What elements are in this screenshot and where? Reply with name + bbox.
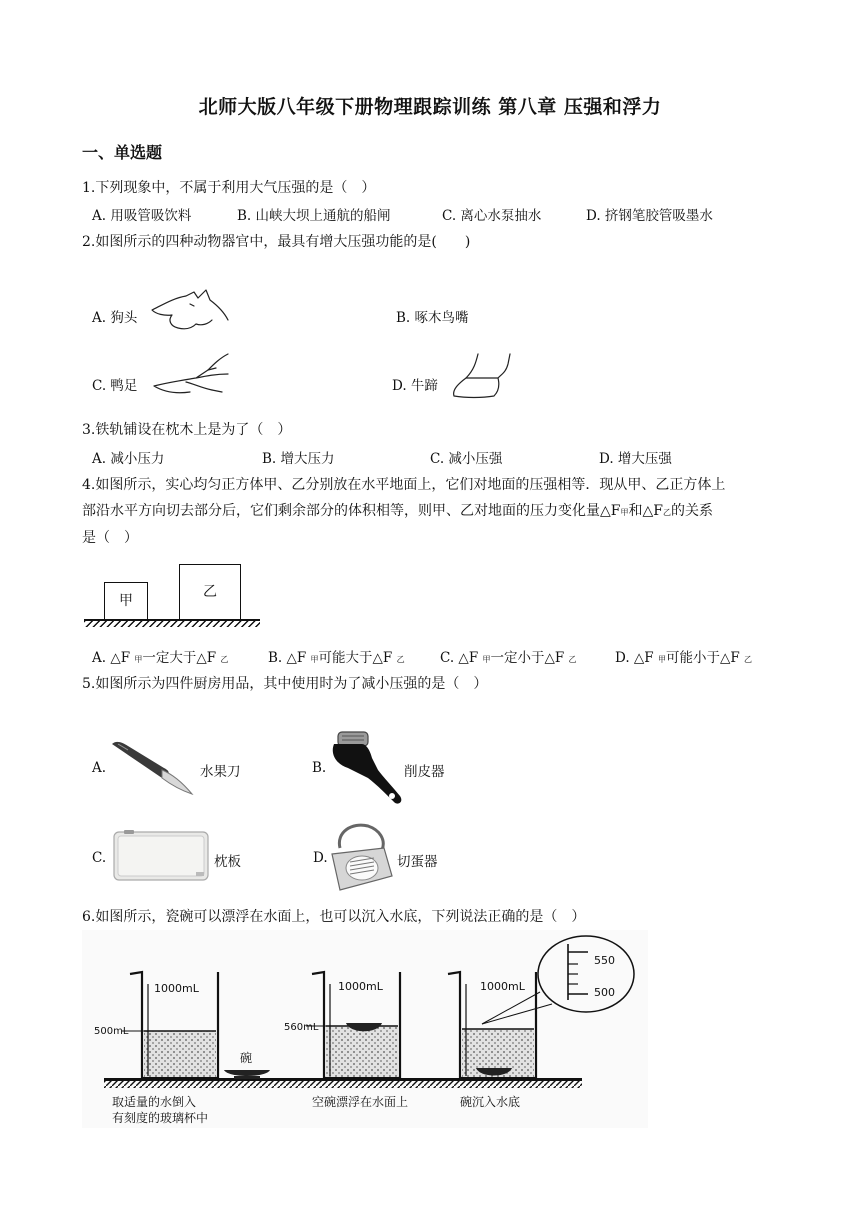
q3-option-b[interactable]: B. 增大压力 [262,451,335,467]
page-title: 北师大版八年级下册物理跟踪训练 第八章 压强和浮力 [198,96,662,118]
q5-fruit-knife-label: 水果刀 [200,764,241,780]
question-3-stem: 3.铁轨铺设在枕木上是为了（ ） [82,422,292,438]
zoom-mark-550: 550 [594,954,615,967]
q5-option-a-letter[interactable]: A. [92,760,107,776]
question-4-stem-line-1: 4.如图所示，实心均匀正方体甲、乙分别放在水平地面上，它们对地面的压强相等．现从甲、乙正方体上 [82,477,726,493]
cube-jia-label: 甲 [119,593,133,609]
q3-option-c[interactable]: C. 减小压强 [430,451,503,467]
q1-option-b[interactable]: B. 山峡大坝上通航的船闸 [237,208,391,224]
q1-option-d[interactable]: D. 挤钢笔胶管吸墨水 [586,208,713,224]
q2-option-c[interactable]: C. 鸭足 [92,378,138,394]
q2-option-a[interactable]: A. 狗头 [92,310,138,326]
q4-option-c[interactable]: C. △F 甲一定小于△F 乙 [440,650,577,666]
duck-foot-drawing [150,352,235,397]
q4-option-b[interactable]: B. △F 甲可能大于△F 乙 [268,650,405,666]
q3-option-d[interactable]: D. 增大压强 [599,451,672,467]
q5-option-d-letter[interactable]: D. [313,850,328,866]
q5-egg-slicer-label: 切蛋器 [397,854,438,870]
zoom-mark-500: 500 [594,986,615,999]
q5-cutting-board-label: 枕板 [214,854,241,870]
question-4-stem-line-3: 是（ ） [82,530,138,546]
beaker-1-mark: 500mL [94,1026,129,1037]
beaker-experiment-figure [82,930,648,1128]
q4-option-a[interactable]: A. △F 甲一定大于△F 乙 [92,650,229,666]
q2-option-b[interactable]: B. 啄木鸟嘴 [396,310,469,326]
cube-yi [179,564,241,620]
question-6-stem: 6.如图所示，瓷碗可以漂浮在水面上，也可以沉入水底，下列说法正确的是（ ） [82,909,586,925]
question-4-stem-line-2: 部沿水平方向切去部分后，它们剩余部分的体积相等，则甲、乙对地面的压力变化量△F甲和△F乙的关系 [82,503,713,519]
dog-head-drawing [150,288,230,333]
cube-yi-label: 乙 [203,584,217,600]
q5-option-b-letter[interactable]: B. [312,760,327,776]
caption-step-1-line-2: 有刻度的玻璃杯中 [112,1111,209,1125]
fruit-knife-image [108,738,198,800]
q5-option-c-letter[interactable]: C. [92,850,107,866]
caption-step-2: 空碗漂浮在水面上 [312,1095,409,1109]
q2-option-d[interactable]: D. 牛蹄 [392,378,438,394]
ground-hatch [84,621,260,627]
cutting-board-image [112,828,210,884]
bowl-label: 碗 [240,1051,253,1065]
q3-option-a[interactable]: A. 减小压力 [92,451,165,467]
peeler-image [328,728,406,808]
question-1-stem: 1.下列现象中，不属于利用大气压强的是（ ） [82,180,376,196]
q1-option-c[interactable]: C. 离心水泵抽水 [442,208,542,224]
caption-step-3: 碗沉入水底 [460,1095,521,1109]
egg-slicer-image [326,818,396,894]
question-5-stem: 5.如图所示为四件厨房用品，其中使用时为了减小压强的是（ ） [82,676,488,692]
beaker-3-capacity: 1000mL [480,980,525,993]
caption-step-1-line-1: 取适量的水倒入 [112,1095,197,1109]
beaker-2-capacity: 1000mL [338,980,383,993]
cube-jia [104,582,148,620]
question-2-stem: 2.如图所示的四种动物器官中，最具有增大压强功能的是( ) [82,234,471,250]
q5-peeler-label: 削皮器 [404,764,445,780]
section-heading: 一、单选题 [82,143,163,162]
cubes-figure [84,564,260,630]
cow-hoof-drawing [448,352,518,402]
q4-option-d[interactable]: D. △F 甲可能小于△F 乙 [615,650,753,666]
beaker-1-capacity: 1000mL [154,982,199,995]
q1-option-a[interactable]: A. 用吸管吸饮料 [92,208,192,224]
beaker-2-mark: 560mL [284,1022,319,1033]
